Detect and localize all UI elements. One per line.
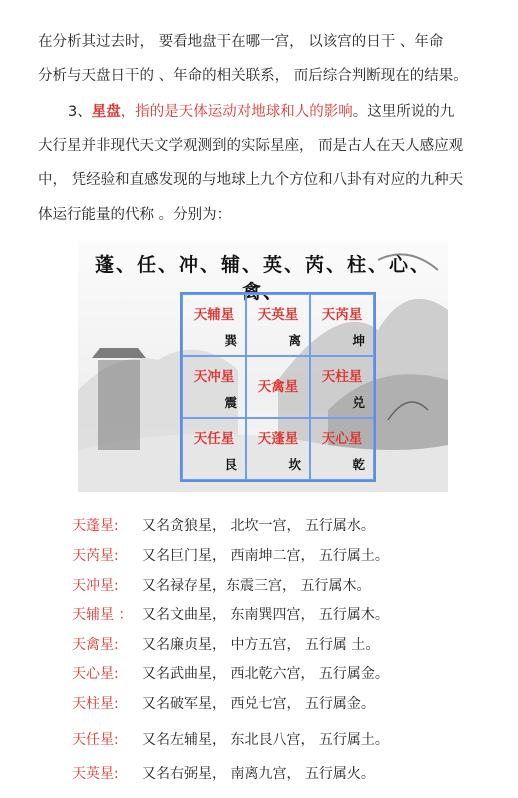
star-name: 天蓬星	[257, 431, 299, 447]
palace-cell	[310, 294, 374, 356]
star-label: 天心星:	[72, 666, 119, 682]
list-item	[72, 765, 375, 783]
trigram-label: 乾	[352, 457, 365, 472]
trigram-label: 巽	[224, 333, 237, 348]
text-line: 在分析其过去时， 要看地盘干在哪一宫， 以该宫的日干 、年命	[38, 34, 444, 50]
star-name: 天禽星	[257, 379, 299, 395]
palace-cell	[310, 356, 374, 418]
section-number: 3、	[68, 104, 92, 120]
palace-cell	[182, 356, 246, 418]
term-star-plate: 星盘	[91, 104, 121, 120]
list-item	[72, 547, 389, 565]
star-label: 天冲星:	[72, 578, 119, 594]
star-description: 又名禄存星，东震三宫， 五行属木。	[142, 578, 371, 594]
text-line: 体运行能量的代称 。分别为：	[38, 207, 232, 223]
list-item	[72, 695, 375, 713]
text-fragment: 。这里所说的九	[352, 104, 455, 120]
text-line: 大行星并非现代天文学观测到的实际星座， 而是古人在天人感应观	[38, 138, 464, 154]
trigram-label: 坤	[352, 333, 365, 348]
term-definition: ，指的是天体运动对地球和人的影响	[120, 104, 353, 120]
nine-palace-grid	[180, 292, 376, 482]
text-line: 中， 凭经验和直感发现的与地球上九个方位和八卦有对应的九种天	[38, 172, 464, 188]
star-label: 天辅星 ：	[72, 607, 133, 623]
trigram-label: 兑	[352, 395, 365, 410]
star-description: 又名巨门星， 西南坤二宫， 五行属土。	[142, 548, 389, 564]
trigram-label: 艮	[224, 457, 237, 472]
star-label: 天任星:	[72, 732, 119, 748]
star-label: 天芮星:	[72, 548, 119, 564]
list-item	[72, 517, 375, 535]
figure-title: 蓬、任、冲、辅、英、芮、柱、心、禽、	[94, 254, 431, 303]
star-description: 又名廉贞星， 中方五宫， 五行属 土。	[142, 637, 380, 653]
star-name: 天芮星	[321, 307, 363, 323]
star-description: 又名文曲星， 东南巽四宫， 五行属木。	[142, 607, 389, 623]
list-item	[72, 731, 389, 749]
palace-cell	[182, 294, 246, 356]
star-label: 天禽星:	[72, 637, 119, 653]
star-name: 天任星	[193, 431, 235, 447]
trigram-label: 坎	[288, 457, 301, 472]
star-description: 又名右弼星， 南离九宫， 五行属火。	[142, 766, 375, 782]
nine-stars-figure	[78, 240, 448, 492]
star-label: 天蓬星:	[72, 518, 119, 534]
text-line: 分析与天盘日干的 、年命的相关联系， 而后综合判断现在的结果。	[38, 68, 468, 84]
star-label: 天柱星:	[72, 696, 119, 712]
star-name: 天冲星	[193, 369, 235, 385]
palace-cell	[246, 294, 310, 356]
star-description: 又名左辅星， 东北艮八宫， 五行属土。	[142, 732, 389, 748]
star-description: 又名武曲星， 西北乾六宫， 五行属金。	[142, 666, 389, 682]
star-name: 天心星	[321, 431, 363, 447]
star-name: 天英星	[257, 307, 299, 323]
palace-cell-center	[246, 356, 310, 418]
list-item	[72, 606, 389, 624]
palace-cell	[182, 418, 246, 480]
palace-cell	[246, 418, 310, 480]
trigram-label: 离	[288, 333, 301, 348]
star-name: 天辅星	[193, 307, 235, 323]
star-description: 又名贪狼星， 北坎一宫， 五行属水。	[142, 518, 375, 534]
trigram-label: 震	[224, 395, 237, 410]
text-line	[68, 102, 454, 122]
star-description: 又名破军星， 西兑七宫， 五行属金。	[142, 696, 375, 712]
star-label: 天英星:	[72, 766, 119, 782]
star-name: 天柱星	[321, 369, 363, 385]
list-item	[72, 665, 389, 683]
list-item	[72, 577, 370, 595]
palace-cell	[310, 418, 374, 480]
list-item	[72, 636, 379, 654]
